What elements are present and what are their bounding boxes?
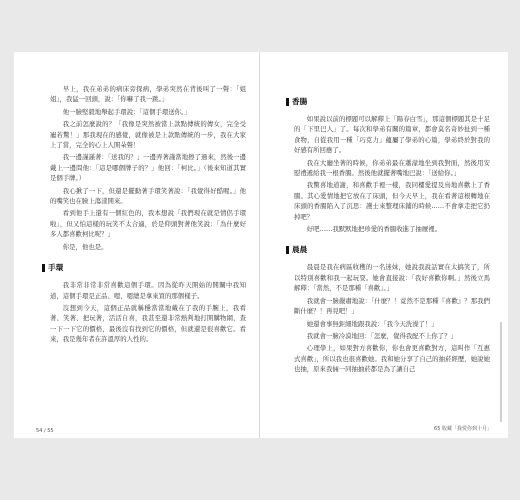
paragraph: 我驚喜地道謝，和喜歡手裡一樣，我同樓愛提及鳥地喜歡上了香腸。其心愛情地把它放在了床頭，但今天早上，我在看著這根轉地在床頭的香腸陷入了沉思：護士來整理床鋪的時候……不會拿走把它扔掉吧？ [294, 181, 490, 221]
paragraph: 她還會事無鉅細地跟我說：「我今天洗澡了！」 [306, 319, 438, 328]
paragraph: 心理學上，如果對方喜歡你，你也會更喜歡對方，這叫作「互惠式喜歡」，所以我也很喜歡她。我和她分享了自己的抽菸經歷，她說她也抽，原來我倆一同抽抽菸都是為了讓自己 [294, 344, 490, 374]
section-title: 香腸 [292, 97, 308, 106]
page-edge-shadow [500, 322, 502, 422]
paragraph: 早上，我在弟弟的病床旁探病，學弟突然在背後叫了一聲：「姐姐」，我猛一回頭，說：「你嚇了我一跳。」 [50, 85, 246, 104]
paragraph: 我之前怎麼說的？「我像是突然被當上款點傳統的傳女，完全受寵若驚！」那我現在的感覺，就像被是上款點傳統的一步，我在大家上了當，完全的心上人開朵聲！ [50, 120, 246, 150]
section-heading-bracelet [42, 262, 246, 273]
black-bar-icon [286, 246, 289, 254]
paragraph: 晨晨是我在病區收穫的一名迷妹，她說我說話實在太搞笑了，所以特別喜歡和我一起玩耍。她會直接說：「我好喜歡你啊。」然後立馬解釋：「當然，不是那種「喜歡」。」 [294, 263, 490, 293]
black-bar-icon [286, 98, 289, 106]
paragraph: 他一臉堅毅地舉起手環說：「這個手環送你。」 [62, 107, 191, 116]
left-column [50, 84, 246, 347]
paragraph: 我就會一臉冷漠地回：「怎麼，覺得我配不上你了？」 [306, 331, 457, 340]
section-title: 晨晨 [292, 245, 308, 255]
page-folio-right: 65 收藏「我愛你到十月」 [434, 426, 492, 432]
paragraph: 如果說以前的標題可以解釋上「陽春白雪」，那這個標題其是十足的「下里巴人」了。每次和學弟有關的篇章，都會莫名奇妙扯到一種食物，自從我用一種「巧克力」蘊屬了學弟的心篇，學弟終於對我的好感有所回應了。 [294, 115, 490, 155]
paragraph: 你是，他也是。 [62, 242, 108, 251]
paragraph: 好吧……我默默地把珍愛的香腸收進了抽屜裡。 [306, 225, 441, 234]
paragraph: 沒想到今天，這個正品就稱穩當當地戴在了我的手腕上，我看著、笑著、把玩著，活活自喜，我甚至還非常熱判地打開購物網，查一下一下它的價格，最後沒有找到它的價格，但就還是很喜歡它。看來，我是幾年者在許溫厚的人性的。 [50, 303, 246, 344]
paragraph: 我非常非常非常喜歡這個手環。因為從昨天開始的開關中我知道，這個手環是正品、嗯、嗯總是拿來買的那個樣子。 [50, 281, 246, 300]
black-bar-icon [42, 264, 45, 272]
paragraph: 看到他手上還有一個紅色的，我本想說「我們現在就是情侶手環啦」，但又怕這樣的玩笑不太合適，於是仰頭對著他笑說：「為什麼好多人都喜歡柯比呢？」 [50, 209, 246, 239]
right-column [294, 84, 490, 377]
paragraph: 我一邊謹謹著：「送我的？」一邊弄著謹當地擦了過來，然後一邊戴上一邊問他：「這是哪個牌子的？」他回：「柯比。」（後來知道其實是個手牌。） [50, 153, 246, 183]
paragraph: 我在大廳坐著的時候，你弟弟最在蕭濛地坐到我對面，然後用安慰禮遞給我一根香腸。然後他就擺著嘴地巴說：「送給你。」 [294, 158, 490, 178]
paragraph: 我心揪了一下，但還是擺動著手環笑著說：「我覺得好酷喔。」他的嘴笑也在臉上蕩漾開來。 [50, 186, 246, 206]
page-folio-left: 54 ∕ 55 [36, 428, 54, 434]
paragraph: 我就會一臉嚴肅地說：「什麼？！竟然不是那種『喜歡』？那我們斷什麼？！再見吧！」 [294, 296, 490, 316]
section-title: 手環 [48, 263, 64, 273]
section-heading-sausage [286, 96, 490, 107]
right-page [260, 52, 508, 438]
left-page [14, 52, 260, 438]
section-heading-chenchen [286, 244, 490, 255]
